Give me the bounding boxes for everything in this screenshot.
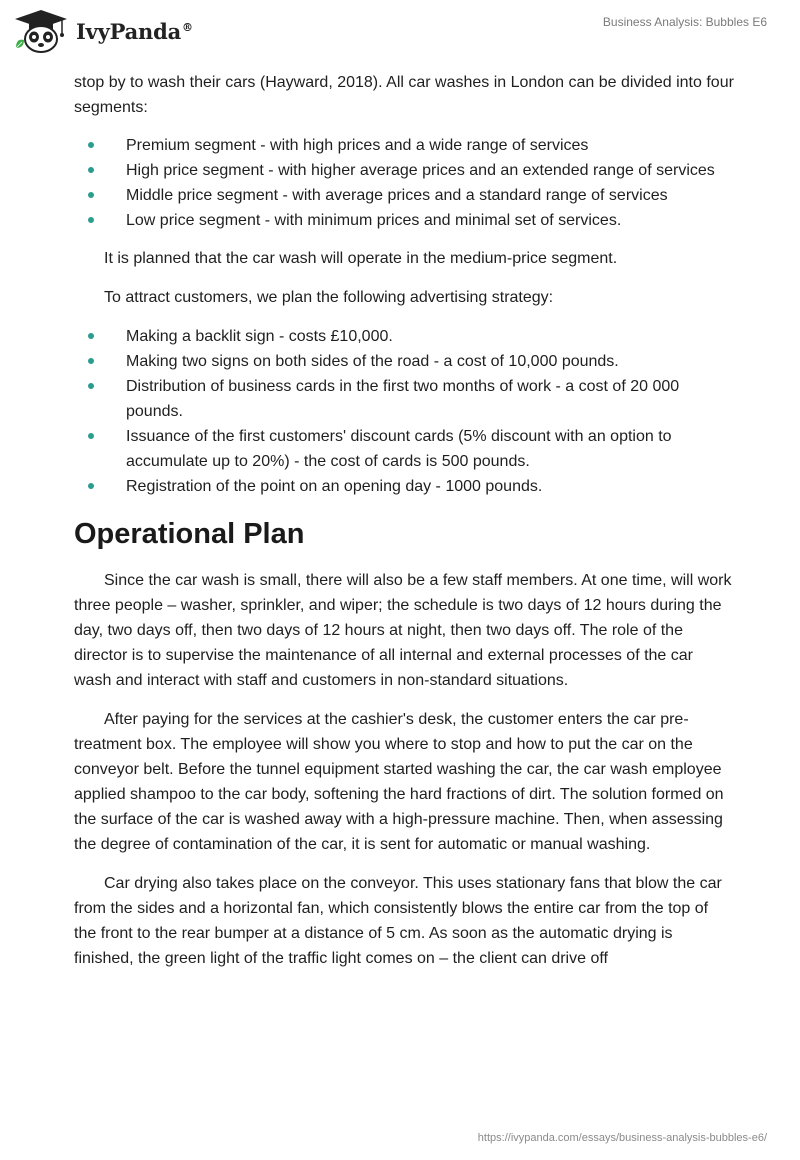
segments-list <box>74 133 734 233</box>
logo[interactable] <box>12 8 193 54</box>
list-item: Issuance of the first customers' discount cards (5% discount with an option to accumulate up to 20%) - the cost of cards is 500 pounds. <box>74 424 734 474</box>
bullet-icon <box>88 358 94 364</box>
article-body <box>74 70 734 985</box>
advertising-list <box>74 324 734 499</box>
brand-name: IvyPanda® <box>76 18 193 44</box>
bullet-icon <box>88 383 94 389</box>
bullet-icon <box>88 167 94 173</box>
list-item: Premium segment - with high prices and a wide range of services <box>74 133 734 158</box>
paragraph-staff: Since the car wash is small, there will also be a few staff members. At one time, will work three people – washer, sprinkler, and wiper; the schedule is two days of 12 hours during the day, two days off, then two days of 12 hours at night, then two days off. The role of the director is to supervise the maintenance of all internal and external processes of the car wash and interact with staff and customers in non-standard situations. <box>74 572 732 689</box>
page-header <box>0 0 800 64</box>
bullet-icon <box>88 142 94 148</box>
list-item: High price segment - with higher average prices and an extended range of services <box>74 158 734 183</box>
list-item: Making two signs on both sides of the road - a cost of 10,000 pounds. <box>74 349 734 374</box>
paragraph-intro: stop by to wash their cars (Hayward, 2018). All car washes in London can be divided into four segments: <box>74 74 734 116</box>
document-title: Business Analysis: Bubbles E6 <box>602 15 767 29</box>
bullet-icon <box>88 217 94 223</box>
panda-graduate-icon <box>12 8 70 54</box>
list-item: Registration of the point on an opening day - 1000 pounds. <box>74 474 734 499</box>
paragraph-process: After paying for the services at the cashier's desk, the customer enters the car pre-treatment box. The employee will show you where to stop and how to put the car on the conveyor belt. Before the tunnel equipment started washing the car, the car wash employee applied shampoo to the car body, softening the hard fractions of dirt. The solution formed on the surface of the car is washed away with a high-pressure machine. Then, when assessing the degree of contamination of the car, it is sent for automatic or manual washing. <box>74 711 724 853</box>
bullet-icon <box>88 333 94 339</box>
section-heading: Operational Plan <box>74 518 305 550</box>
list-item: Low price segment - with minimum prices and minimal set of services. <box>74 208 734 233</box>
bullet-icon <box>88 192 94 198</box>
bullet-icon <box>88 433 94 439</box>
paragraph-segment: It is planned that the car wash will operate in the medium-price segment. <box>104 250 618 267</box>
bullet-icon <box>88 483 94 489</box>
list-item: Distribution of business cards in the first two months of work - a cost of 20 000 pounds. <box>74 374 734 424</box>
list-item: Middle price segment - with average prices and a standard range of services <box>74 183 734 208</box>
source-url[interactable]: https://ivypanda.com/essays/business-analysis-bubbles-e6/ <box>477 1132 767 1144</box>
paragraph-advertising: To attract customers, we plan the following advertising strategy: <box>104 289 554 306</box>
list-item: Making a backlit sign - costs £10,000. <box>74 324 734 349</box>
paragraph-drying: Car drying also takes place on the conveyor. This uses stationary fans that blow the car from the sides and a horizontal fan, which consistently blows the entire car from the top of the front to the rear bumper at a distance of 5 cm. As soon as the automatic drying is finished, the green light of the traffic light comes on – the client can drive off <box>74 875 722 967</box>
